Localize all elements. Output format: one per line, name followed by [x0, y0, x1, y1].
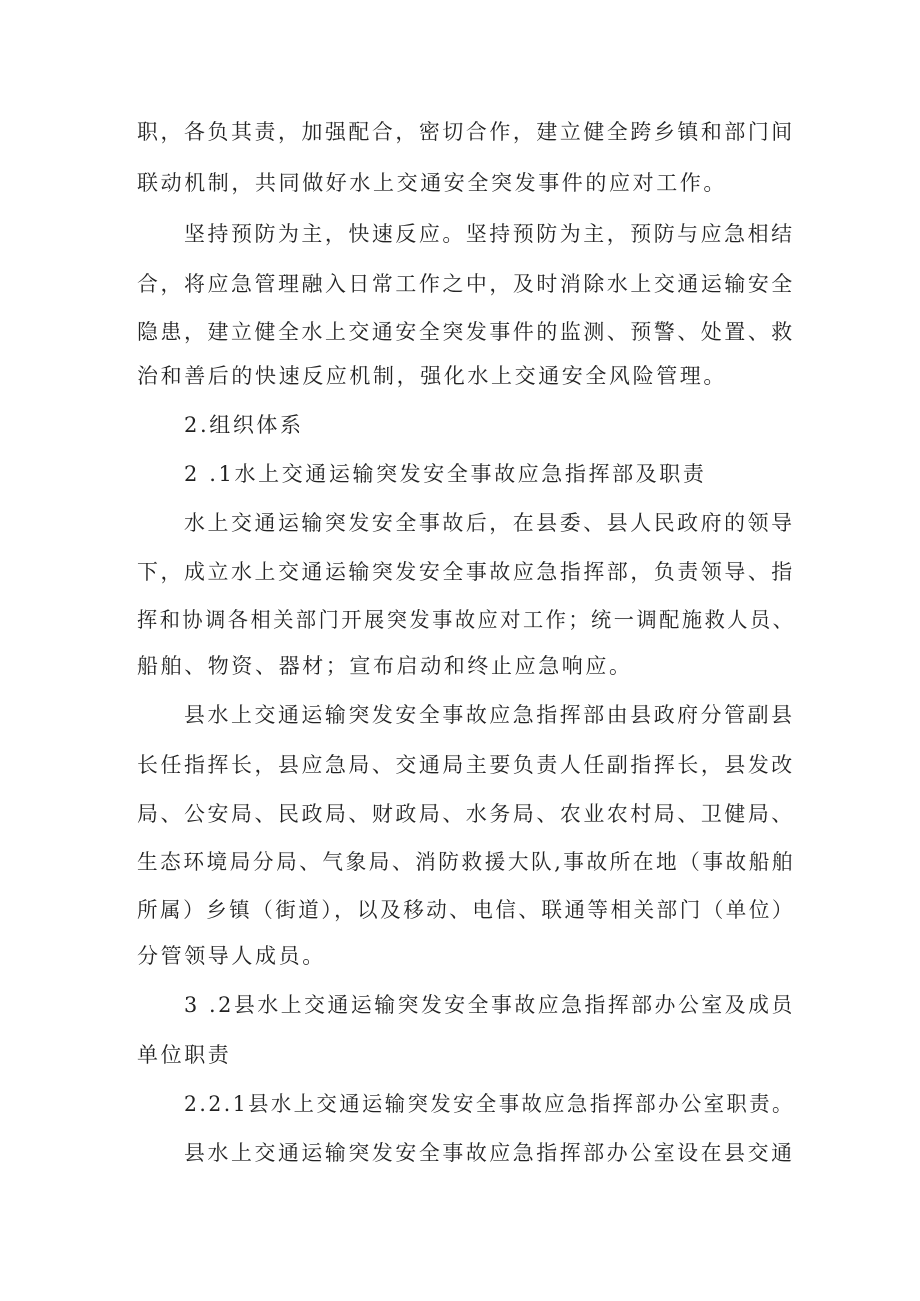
- text-line: 水上交通运输突发安全事故后，在县委、县人民政府的领导: [184, 511, 795, 535]
- text-line: 挥和协调各相关部门开展突发事故应对工作；统一调配施救人员、: [137, 608, 796, 632]
- text-line: 县水上交通运输突发安全事故应急指挥部由县政府分管副县: [184, 703, 795, 727]
- subsection-heading: 2 .1水上交通运输突发安全事故应急指挥部及职责: [184, 462, 707, 486]
- text-line: 单位职责: [137, 1043, 232, 1067]
- text-line: 治和善后的快速反应机制，强化水上交通安全风险管理。: [137, 364, 727, 388]
- text-line: 船舶、物资、器材；宣布启动和终止应急响应。: [137, 654, 633, 678]
- text-line: 下，成立水上交通运输突发安全事故应急指挥部，负责领导、指: [137, 560, 795, 584]
- text-line: 长任指挥长，县应急局、交通局主要负责人任副指挥长，县发改: [137, 753, 795, 777]
- section-heading: 2.组织体系: [184, 413, 304, 437]
- text-line: 坚持预防为主，快速反应。坚持预防为主，预防与应急相结: [184, 222, 795, 246]
- text-line: 隐患，建立健全水上交通安全突发事件的监测、预警、处置、救: [137, 320, 795, 344]
- subsection-heading: 2.2.1县水上交通运输突发安全事故应急指挥部办公室职责。: [184, 1092, 795, 1116]
- text-line: 所属）乡镇（街道），以及移动、电信、联通等相关部门（单位）: [137, 898, 795, 922]
- text-line: 局、公安局、民政局、财政局、水务局、农业农村局、卫健局、: [137, 802, 795, 826]
- text-line: 生态环境局分局、气象局、消防救援大队,事故所在地（事故船舶: [137, 850, 796, 874]
- subsection-heading: 3 .2县水上交通运输突发安全事故应急指挥部办公室及成员: [184, 993, 795, 1017]
- text-line: 联动机制，共同做好水上交通安全突发事件的应对工作。: [137, 171, 727, 195]
- text-line: 县水上交通运输突发安全事故应急指挥部办公室设在县交通: [184, 1141, 795, 1165]
- text-line: 职，各负其责，加强配合，密切合作，建立健全跨乡镇和部门间: [137, 120, 795, 144]
- text-line: 分管领导人成员。: [137, 944, 326, 968]
- text-line: 合，将应急管理融入日常工作之中，及时消除水上交通运输安全: [137, 272, 795, 296]
